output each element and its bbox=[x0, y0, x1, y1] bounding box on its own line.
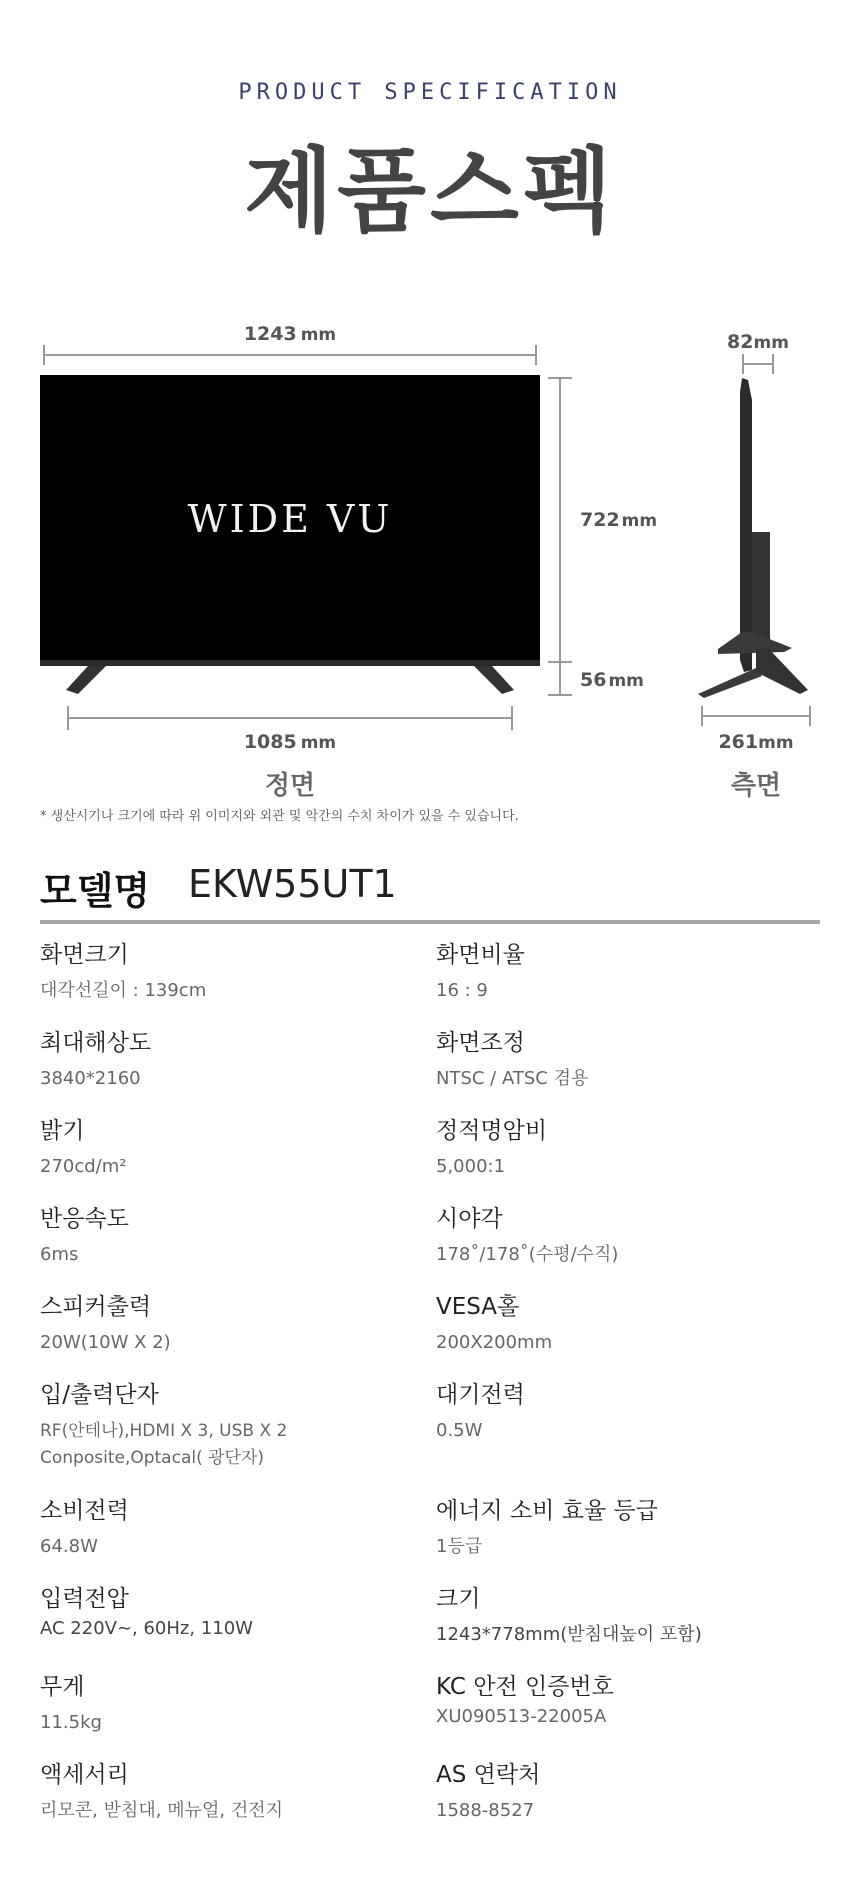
spec-item-io-ports bbox=[40, 1380, 420, 1472]
spec-item-brightness bbox=[40, 1116, 420, 1180]
spec-value: 1등급 bbox=[436, 1536, 483, 1557]
spec-item-screen-size bbox=[40, 940, 420, 1004]
spec-label: 무게 bbox=[40, 1674, 85, 1700]
svg-text:82mm bbox=[727, 331, 789, 353]
spec-label: KC 안전 인증번호 bbox=[436, 1674, 614, 1700]
spec-value: NTSC / ATSC 겸용 bbox=[436, 1068, 589, 1089]
side-view-label: 측면 bbox=[730, 771, 782, 800]
spec-label: 크기 bbox=[436, 1586, 481, 1612]
front-width-value: 1243 bbox=[243, 323, 297, 345]
section-title: 제품스펙 bbox=[244, 138, 616, 245]
svg-text:722mm bbox=[580, 509, 657, 531]
spec-value: 3840*2160 bbox=[40, 1068, 141, 1089]
spec-label: 최대해상도 bbox=[40, 1030, 152, 1056]
spec-item-weight bbox=[40, 1672, 420, 1736]
svg-text:261mm bbox=[718, 731, 793, 753]
spec-label: 대기전력 bbox=[436, 1382, 525, 1408]
spec-item-response-time bbox=[40, 1204, 420, 1268]
spec-item-as-contact bbox=[436, 1760, 816, 1824]
spec-label: 정적명암비 bbox=[436, 1118, 548, 1144]
spec-value: 1243*778mm(받침대높이 포함) bbox=[436, 1624, 702, 1645]
svg-text:1243mm bbox=[244, 323, 336, 345]
stand-width-value: 1085 bbox=[243, 731, 297, 753]
spec-value: 64.8W bbox=[40, 1536, 98, 1557]
spec-label: 시야각 bbox=[436, 1206, 503, 1232]
spec-value: 270cd/m² bbox=[40, 1156, 127, 1177]
spec-label: 화면크기 bbox=[40, 942, 129, 968]
stand-depth-unit: mm bbox=[758, 733, 794, 753]
spec-label: 소비전력 bbox=[40, 1498, 129, 1524]
spec-item-contrast-ratio bbox=[436, 1116, 816, 1180]
stand-depth-value: 261 bbox=[718, 731, 759, 753]
front-width-unit: mm bbox=[300, 325, 337, 345]
spec-item-aspect-ratio bbox=[436, 940, 816, 1004]
spec-label: AS 연락처 bbox=[436, 1762, 541, 1788]
spec-value: 대각선길이 : 139cm bbox=[40, 980, 207, 1001]
spec-value: 20W(10W X 2) bbox=[40, 1332, 171, 1353]
spec-label: 화면조정 bbox=[436, 1030, 525, 1056]
svg-text:56mm bbox=[580, 669, 644, 691]
side-depth-value: 82 bbox=[727, 331, 754, 353]
front-width-dimension bbox=[44, 323, 536, 365]
spec-value: 16 : 9 bbox=[436, 980, 488, 1001]
stand-height-unit: mm bbox=[608, 671, 644, 691]
tv-front-image bbox=[40, 375, 540, 694]
spec-value: RF(안테나),HDMI X 3, USB X 2 bbox=[40, 1421, 288, 1441]
front-view-label: 정면 bbox=[264, 771, 316, 800]
front-height-value: 722 bbox=[580, 509, 620, 531]
tv-side-image bbox=[698, 378, 808, 698]
side-depth-unit: mm bbox=[753, 333, 789, 353]
spec-label: 화면비율 bbox=[436, 942, 525, 968]
spec-item-screen-adjust bbox=[436, 1028, 816, 1092]
side-depth-dimension bbox=[727, 331, 789, 374]
spec-value: XU090513-22005A bbox=[436, 1706, 607, 1727]
spec-item-kc-certification bbox=[436, 1672, 816, 1730]
spec-label: 밝기 bbox=[40, 1118, 85, 1144]
front-height-unit: mm bbox=[621, 511, 658, 531]
model-divider bbox=[40, 920, 820, 924]
spec-item-dimensions bbox=[436, 1584, 816, 1648]
spec-value-line2: Conposite,Optacal( 광단자) bbox=[40, 1448, 265, 1468]
spec-item-input-voltage bbox=[40, 1584, 420, 1642]
spec-value: 1588-8527 bbox=[436, 1800, 535, 1821]
front-height-dimension bbox=[548, 378, 657, 695]
spec-value: 11.5kg bbox=[40, 1712, 102, 1733]
spec-label: VESA홀 bbox=[436, 1294, 520, 1320]
spec-label: 입/출력단자 bbox=[40, 1382, 159, 1408]
spec-item-viewing-angle bbox=[436, 1204, 816, 1268]
dimension-diagram bbox=[0, 300, 860, 800]
spec-item-vesa-hole bbox=[436, 1292, 816, 1356]
spec-item-accessories bbox=[40, 1760, 420, 1824]
stand-width-unit: mm bbox=[300, 733, 337, 753]
spec-value: 5,000:1 bbox=[436, 1156, 506, 1177]
spec-item-max-resolution bbox=[40, 1028, 420, 1092]
spec-value: 178˚/178˚(수평/수직) bbox=[436, 1244, 619, 1265]
spec-value: 0.5W bbox=[436, 1420, 483, 1441]
spec-label: 반응속도 bbox=[40, 1206, 129, 1232]
svg-text:1085mm bbox=[244, 731, 336, 753]
brand-logo: WIDE VU bbox=[187, 497, 393, 541]
spec-label: 스피커출력 bbox=[40, 1294, 152, 1320]
spec-item-energy-grade bbox=[436, 1496, 816, 1560]
spec-label: 액세서리 bbox=[40, 1762, 129, 1788]
model-row bbox=[40, 860, 820, 920]
model-value: EKW55UT1 bbox=[188, 862, 397, 906]
spec-value: 리모콘, 받침대, 메뉴얼, 건전지 bbox=[40, 1800, 283, 1821]
disclaimer-note: * 생산시기나 크기에 따라 위 이미지와 외관 및 악간의 수치 차이가 있을 수 있습니다. bbox=[40, 809, 519, 824]
stand-depth-dimension bbox=[702, 706, 810, 753]
section-subtitle: PRODUCT SPECIFICATION bbox=[238, 80, 622, 105]
spec-value: 6ms bbox=[40, 1244, 79, 1265]
stand-height-value: 56 bbox=[580, 669, 607, 691]
spec-item-power-consumption bbox=[40, 1496, 420, 1560]
stand-width-dimension bbox=[68, 706, 512, 753]
spec-value: AC 220V~, 60Hz, 110W bbox=[40, 1618, 253, 1639]
spec-label: 에너지 소비 효율 등급 bbox=[436, 1498, 658, 1524]
spec-item-speaker-output bbox=[40, 1292, 420, 1356]
spec-value: 200X200mm bbox=[436, 1332, 553, 1353]
spec-label: 입력전압 bbox=[40, 1586, 129, 1612]
model-label: 모델명 bbox=[40, 869, 151, 913]
spec-item-standby-power bbox=[436, 1380, 816, 1444]
